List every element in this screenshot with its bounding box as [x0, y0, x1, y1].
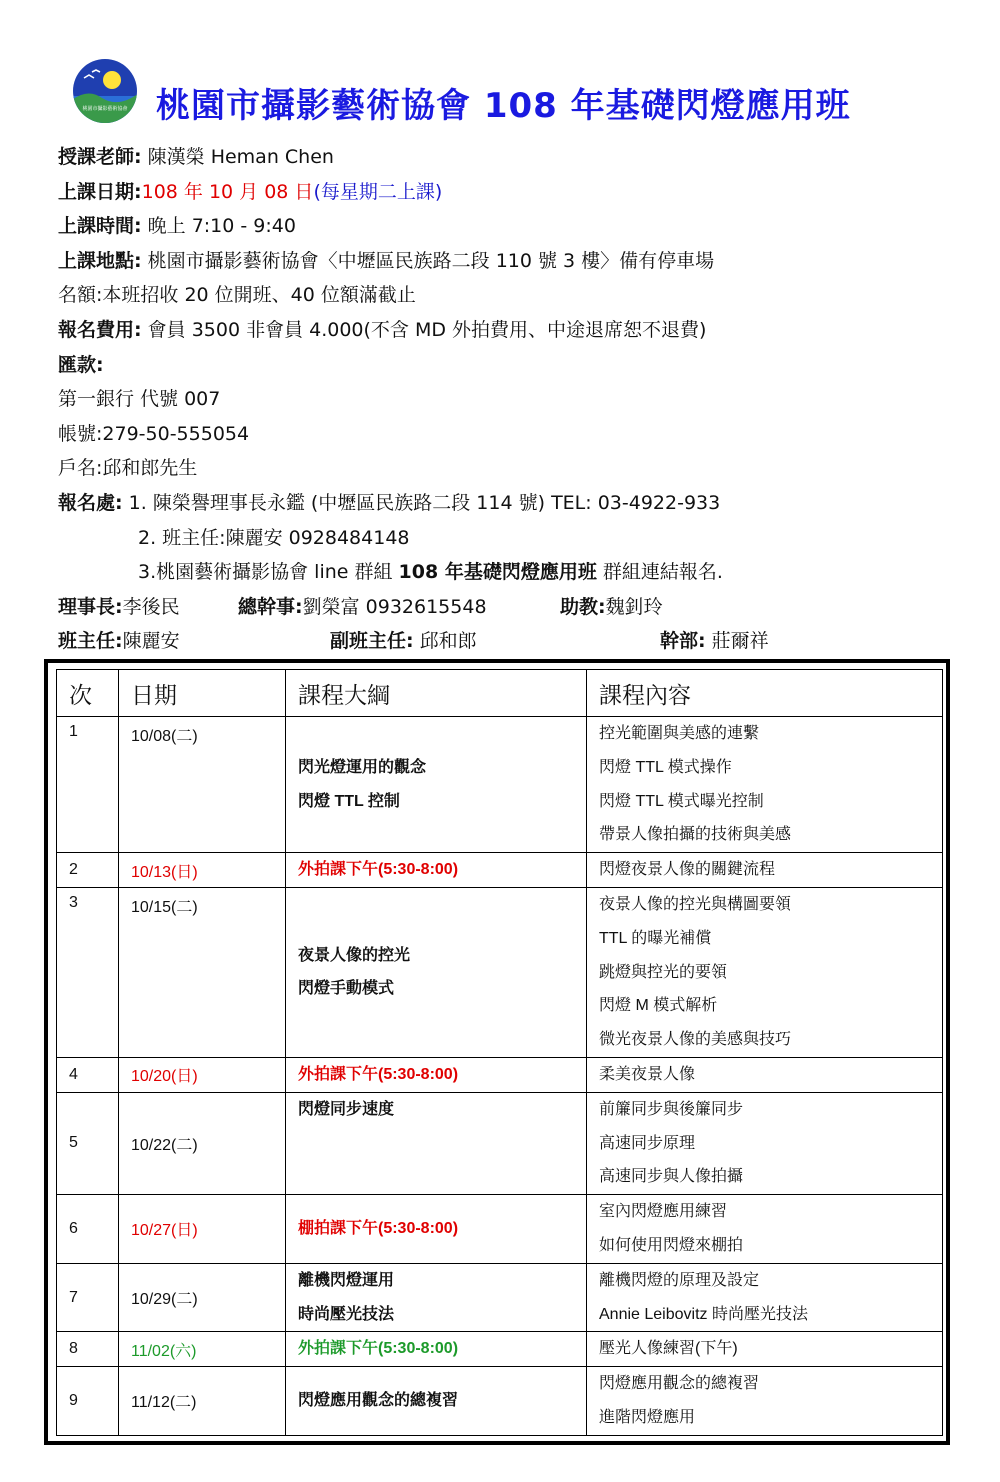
table-row	[57, 1092, 943, 1194]
officers-line-1	[58, 590, 978, 625]
row-topic	[286, 717, 587, 853]
row-date: 11/02(六)	[119, 1332, 286, 1367]
header-content: 課程內容	[587, 670, 943, 717]
row-no: 9	[57, 1367, 119, 1436]
row-content	[587, 717, 943, 853]
content-line: 高速同步原理	[599, 1134, 696, 1152]
row-topic	[286, 1263, 587, 1332]
schedule-table	[56, 669, 943, 1436]
row-topic	[286, 1092, 587, 1194]
date-line	[58, 175, 978, 210]
content-line: 如何使用閃燈來棚拍	[599, 1236, 744, 1254]
row-topic	[286, 1367, 587, 1436]
date-value: 108 年 10 月 08 日	[141, 180, 314, 203]
signup-line-3	[58, 555, 978, 590]
table-header-row	[57, 670, 943, 717]
content-line: Annie Leibovitz 時尚壓光技法	[599, 1305, 808, 1323]
table-row	[57, 1195, 943, 1264]
ta-value: 魏釗玲	[605, 595, 663, 618]
topic-line: 外拍課下午(5:30-8:00)	[298, 1065, 459, 1083]
content-line: 離機閃燈的原理及設定	[599, 1271, 760, 1289]
table-row	[57, 717, 943, 853]
row-content	[587, 887, 943, 1057]
signup-line-1	[58, 486, 978, 521]
row-content	[587, 1367, 943, 1436]
topic-line: 閃燈同步速度	[298, 1100, 395, 1118]
row-date: 10/22(二)	[119, 1092, 286, 1194]
signup-label: 報名處:	[58, 491, 123, 514]
row-no: 6	[57, 1195, 119, 1264]
place-value: 桃園市攝影藝術協會〈中壢區民族路二段 110 號 3 樓〉備有停車場	[141, 249, 715, 272]
secretary-label: 總幹事:	[238, 595, 303, 618]
chair-value: 李後民	[122, 595, 180, 618]
content-line: 前簾同步與後簾同步	[599, 1100, 744, 1118]
row-topic	[286, 1195, 587, 1264]
content-line: 跳燈與控光的要領	[599, 963, 728, 981]
signup-item-1: 1. 陳榮譽理事長永鑑 (中壢區民族路二段 114 號) TEL: 03-4922-933	[122, 491, 721, 514]
fee-line	[58, 313, 978, 348]
row-date: 10/15(二)	[119, 887, 286, 1057]
date-note: (每星期二上課)	[313, 180, 443, 203]
content-line: 帶景人像拍攝的技術與美感	[599, 826, 792, 844]
content-line: 高速同步與人像拍攝	[599, 1168, 744, 1186]
topic-line: 棚拍課下午(5:30-8:00)	[298, 1220, 459, 1238]
head-label: 班主任:	[58, 630, 123, 653]
row-no: 7	[57, 1263, 119, 1332]
content-line: 進階閃燈應用	[599, 1408, 696, 1426]
content-line: 夜景人像的控光與構圖要領	[599, 895, 792, 913]
header	[72, 58, 972, 128]
content-line: TTL 的曝光補償	[599, 929, 712, 947]
signup-line-2: 2. 班主任:陳麗安 0928484148	[138, 526, 410, 549]
time-value: 晚上 7:10 - 9:40	[141, 215, 296, 238]
course-info	[58, 140, 978, 659]
chair-label: 理事長:	[58, 595, 123, 618]
table-row	[57, 853, 943, 888]
topic-line: 閃燈手動模式	[298, 980, 395, 998]
signup-3-pre: 3.桃園藝術攝影協會 line 群組	[138, 561, 399, 584]
content-line: 閃燈 TTL 模式操作	[599, 758, 732, 776]
row-no: 4	[57, 1057, 119, 1092]
row-date: 10/27(日)	[119, 1195, 286, 1264]
head-value: 陳麗安	[122, 630, 180, 653]
row-content	[587, 1263, 943, 1332]
row-content	[587, 1057, 943, 1092]
teacher-label: 授課老師:	[58, 146, 142, 168]
content-line: 閃燈 TTL 模式曝光控制	[599, 792, 764, 810]
topic-line: 時尚壓光技法	[298, 1305, 395, 1323]
row-topic	[286, 1057, 587, 1092]
topic-line: 外拍課下午(5:30-8:00)	[298, 1340, 459, 1358]
content-line: 室內閃燈應用練習	[599, 1203, 728, 1221]
row-content	[587, 853, 943, 888]
row-no: 5	[57, 1092, 119, 1194]
topic-line: 離機閃燈運用	[298, 1271, 395, 1289]
secretary-value: 劉榮富 0932615548	[302, 595, 487, 618]
header-date: 日期	[119, 670, 286, 717]
ta-label: 助教:	[560, 595, 606, 618]
topic-line: 外拍課下午(5:30-8:00)	[298, 861, 459, 879]
vice-value: 邱和郎	[413, 630, 477, 653]
time-line	[58, 209, 978, 244]
row-topic	[286, 887, 587, 1057]
row-topic	[286, 853, 587, 888]
staff-label: 幹部:	[660, 630, 706, 653]
place-line	[58, 244, 978, 279]
signup-3-post: 群組連結報名.	[596, 561, 723, 584]
schedule-frame	[44, 659, 950, 1445]
quota-line: 名額:本班招收 20 位開班、40 位額滿截止	[58, 284, 416, 307]
row-no: 3	[57, 887, 119, 1057]
content-line: 閃燈 M 模式解析	[599, 997, 718, 1015]
row-no: 2	[57, 853, 119, 888]
content-line: 微光夜景人像的美感與技巧	[599, 1031, 792, 1049]
vice-label: 副班主任:	[330, 630, 414, 653]
row-no: 8	[57, 1332, 119, 1367]
topic-line: 閃燈應用觀念的總複習	[298, 1392, 459, 1410]
row-no: 1	[57, 717, 119, 853]
row-date: 10/08(二)	[119, 717, 286, 853]
teacher-line	[58, 140, 978, 175]
remit-label: 匯款:	[58, 353, 104, 376]
place-label: 上課地點:	[58, 249, 142, 272]
signup-3-bold: 108 年基礎閃燈應用班	[398, 561, 597, 584]
header-no: 次	[57, 670, 119, 717]
table-row	[57, 1367, 943, 1436]
topic-line: 閃燈 TTL 控制	[298, 792, 400, 810]
account-line: 帳號:279-50-555054	[58, 422, 250, 445]
header-topic: 課程大綱	[286, 670, 587, 717]
row-date: 11/12(二)	[119, 1367, 286, 1436]
row-content	[587, 1332, 943, 1367]
topic-line: 閃光燈運用的觀念	[298, 758, 427, 776]
page-title: 桃園市攝影藝術協會 108 年基礎閃燈應用班	[156, 86, 851, 126]
content-line: 閃燈應用觀念的總複習	[599, 1375, 760, 1393]
row-topic	[286, 1332, 587, 1367]
time-label: 上課時間:	[58, 215, 142, 238]
topic-line: 夜景人像的控光	[298, 946, 411, 964]
logo-caption: 桃園市攝影藝術協會	[82, 106, 128, 112]
account-name-line: 戶名:邱和郎先生	[58, 457, 198, 480]
table-row	[57, 887, 943, 1057]
content-line: 閃燈夜景人像的關鍵流程	[599, 861, 776, 879]
table-row	[57, 1263, 943, 1332]
fee-label: 報名費用:	[58, 318, 142, 341]
row-date: 10/13(日)	[119, 853, 286, 888]
association-logo	[72, 58, 138, 124]
content-line: 柔美夜景人像	[599, 1065, 696, 1083]
row-content	[587, 1092, 943, 1194]
row-content	[587, 1195, 943, 1264]
bank-line: 第一銀行 代號 007	[58, 388, 221, 411]
date-label: 上課日期:	[58, 180, 142, 203]
row-date: 10/20(日)	[119, 1057, 286, 1092]
content-line: 控光範圍與美感的連繫	[599, 725, 760, 742]
officers-line-2	[58, 624, 978, 659]
table-row	[57, 1332, 943, 1367]
content-line: 壓光人像練習(下午)	[599, 1340, 738, 1358]
teacher-value: 陳漢榮 Heman Chen	[141, 146, 334, 168]
staff-value: 莊爾祥	[705, 630, 769, 653]
table-row	[57, 1057, 943, 1092]
row-date: 10/29(二)	[119, 1263, 286, 1332]
fee-value: 會員 3500 非會員 4.000(不含 MD 外拍費用、中途退席恕不退費)	[141, 318, 707, 341]
